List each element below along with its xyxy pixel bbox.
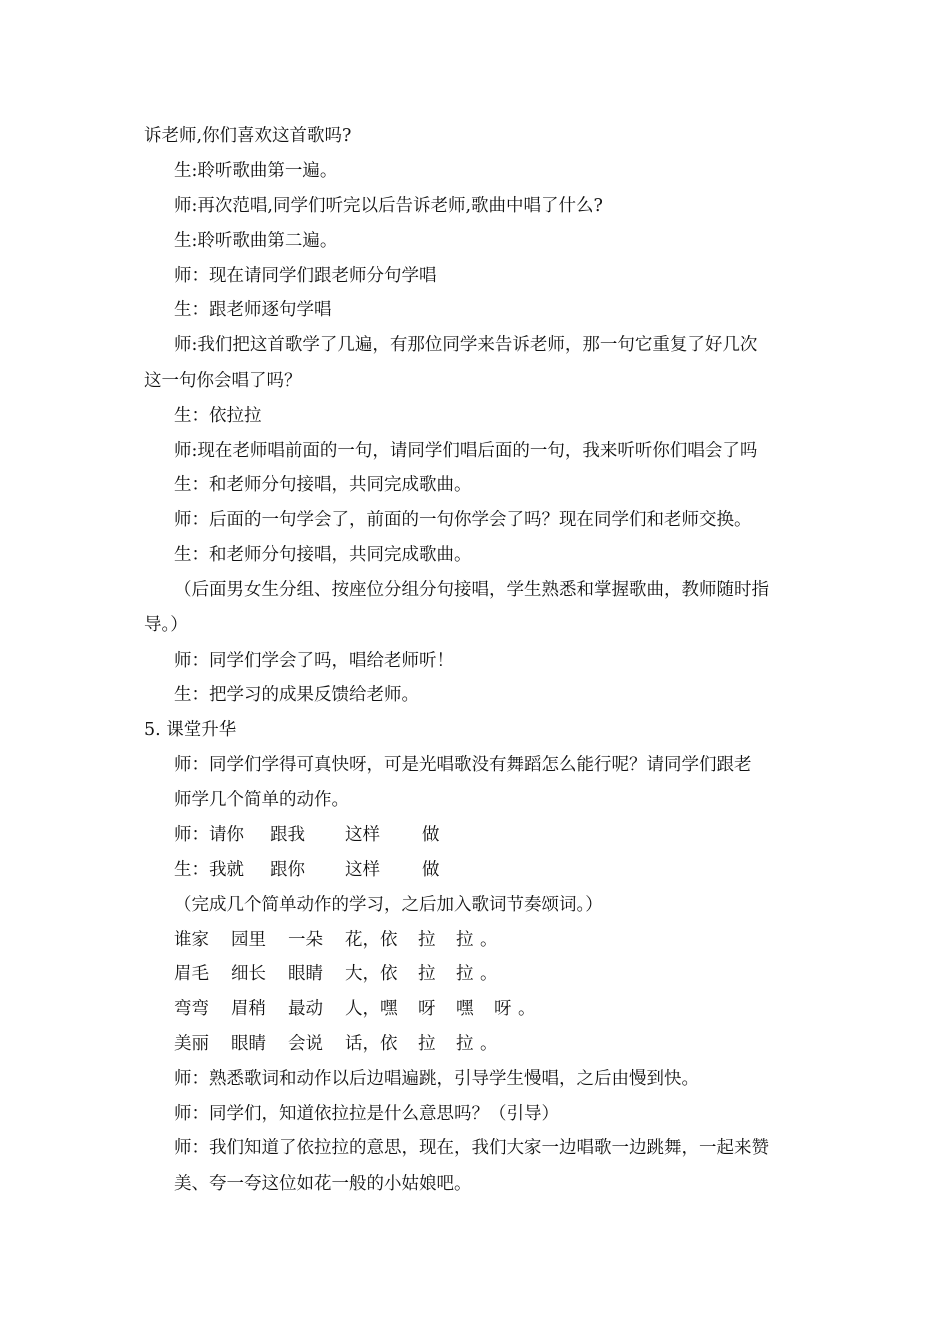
text-line: 师：现在请同学们跟老师分句学唱 [174,266,437,286]
action-word: 这样 [345,825,380,845]
action-word: 跟你 [270,860,305,880]
action-word: 生：我就 [174,860,244,880]
lyric-word: 大，依 [345,964,398,984]
lyric-word: 眼睛 [288,964,323,984]
lyric-word: 拉 [418,1034,436,1054]
text-line: 生：和老师分句接唱，共同完成歌曲。 [174,475,472,495]
lyric-line [174,1032,498,1056]
lyric-word: 拉 [418,930,436,950]
text-line: 师：后面的一句学会了，前面的一句你学会了吗？现在同学们和老师交换。 [174,510,752,530]
lyric-word: 。 [518,999,536,1019]
text-line: 生：跟老师逐句学唱 [174,300,332,320]
lyric-word: 园里 [231,930,266,950]
lyric-word: 花，依 [345,930,398,950]
text-line: 师：我们知道了依拉拉的意思，现在，我们大家一边唱歌一边跳舞，一起来赞 [174,1138,769,1158]
text-line: 诉老师,你们喜欢这首歌吗? [144,126,352,146]
lyric-word: 拉 [456,1034,474,1054]
lyric-word: 呀 [494,999,512,1019]
section-heading: 5. 课堂升华 [144,720,237,740]
lyric-word: 谁家 [174,930,209,950]
lyric-word: 最动 [288,999,323,1019]
text-line: 这一句你会唱了吗？ [144,371,302,391]
lyric-word: 眉稍 [231,999,266,1019]
lyric-word: 。 [480,930,498,950]
text-line: 导。） [144,615,188,635]
lyric-word: 嘿 [456,999,474,1019]
lyric-word: 呀 [418,999,436,1019]
text-line: 师:我们把这首歌学了几遍，有那位同学来告诉老师，那一句它重复了好几次 [174,335,758,355]
text-line: 师：熟悉歌词和动作以后边唱遍跳，引导学生慢唱，之后由慢到快。 [174,1069,699,1089]
text-line: 美、夸一夸这位如花一般的小姑娘吧。 [174,1174,472,1194]
action-word: 师：请你 [174,825,244,845]
text-line: 师:再次范唱,同学们听完以后告诉老师,歌曲中唱了什么? [174,196,603,216]
action-word: 做 [422,825,440,845]
text-line: 师：同学们学会了吗，唱给老师听！ [174,651,454,671]
note-line: （完成几个简单动作的学习，之后加入歌词节奏颂词。） [174,895,603,915]
text-line: 师:现在老师唱前面的一句，请同学们唱后面的一句，我来听听你们唱会了吗 [174,441,758,461]
lyric-word: 拉 [456,964,474,984]
lyric-word: 拉 [418,964,436,984]
lyric-word: 会说 [288,1034,323,1054]
lyric-word: 拉 [456,930,474,950]
text-line: 生:聆听歌曲第二遍。 [174,231,338,251]
lyric-word: 话，依 [345,1034,398,1054]
lyric-word: 。 [480,964,498,984]
text-line: 师学几个简单的动作。 [174,790,349,810]
lyric-word: 一朵 [288,930,323,950]
action-word: 这样 [345,860,380,880]
action-word: 做 [422,860,440,880]
lyric-line [174,962,498,986]
text-line: 生：把学习的成果反馈给老师。 [174,685,419,705]
lyric-word: 美丽 [174,1034,209,1054]
action-line-teacher [174,823,440,847]
lyric-word: 弯弯 [174,999,209,1019]
text-line: 师：同学们学得可真快呀，可是光唱歌没有舞蹈怎么能行呢？请同学们跟老 [174,755,752,775]
text-line: 生：和老师分句接唱，共同完成歌曲。 [174,545,472,565]
lyric-word: 眼睛 [231,1034,266,1054]
action-word: 跟我 [270,825,305,845]
lyric-word: 细长 [231,964,266,984]
lyric-line [174,928,498,952]
text-line: 生:聆听歌曲第一遍。 [174,161,338,181]
action-line-student [174,858,440,882]
text-line: 师：同学们，知道依拉拉是什么意思吗？（引导） [174,1104,559,1124]
lyric-word: 人，嘿 [345,999,398,1019]
lyric-word: 眉毛 [174,964,209,984]
text-line: （后面男女生分组、按座位分组分句接唱，学生熟悉和掌握歌曲，教师随时指 [174,580,769,600]
lyric-line [174,997,536,1021]
text-line: 生：依拉拉 [174,406,262,426]
lyric-word: 。 [480,1034,498,1054]
